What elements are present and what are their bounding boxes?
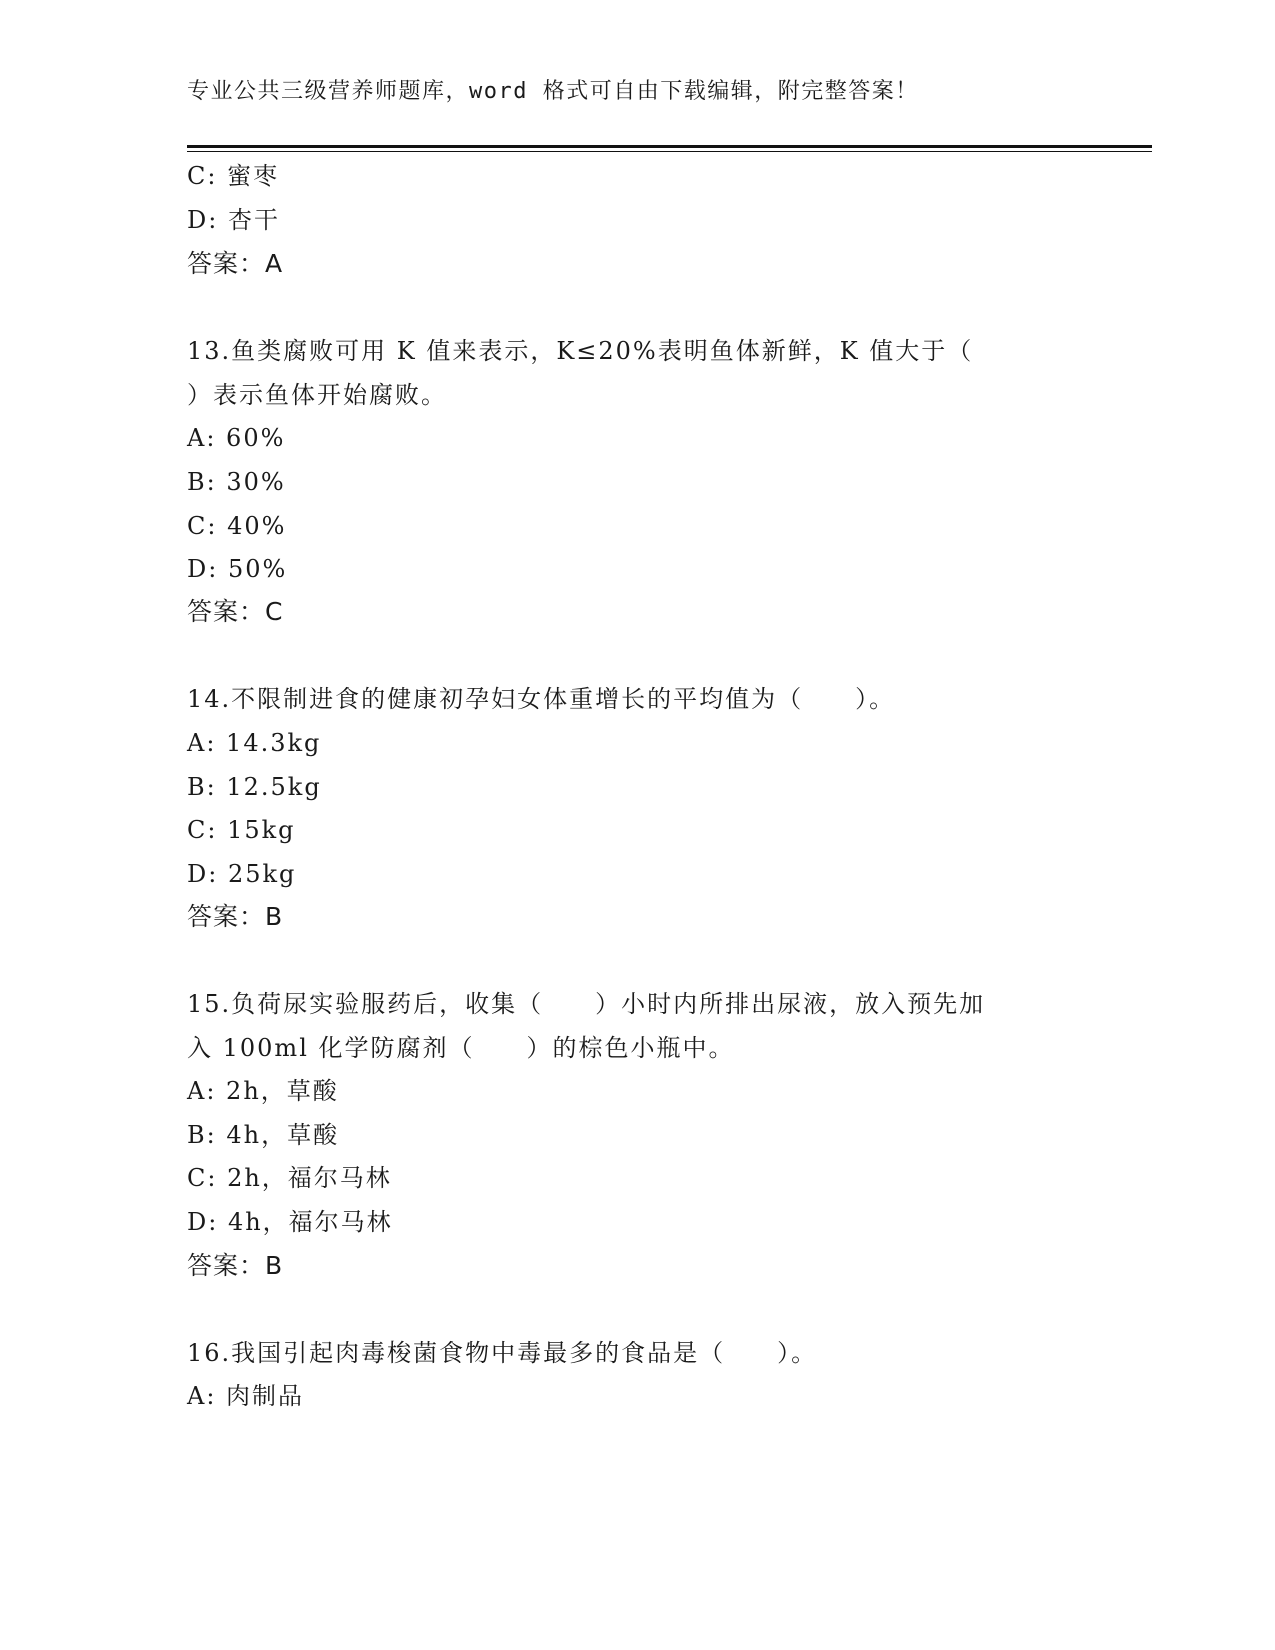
q14-option-b: B: 12.5kg [187,773,322,801]
q14-option-c: C: 15kg [187,816,296,844]
q13-option-a: A: 60% [187,424,286,452]
q14-stem-line1: 14.不限制进食的健康初孕妇女体重增长的平均值为（ ）。 [187,685,896,713]
q14-option-d: D: 25kg [187,860,297,888]
q13-stem-line1: 13.鱼类腐败可用 K 值来表示，K≤20%表明鱼体新鲜，K 值大于（ [187,337,974,365]
q13-option-c: C: 40% [187,512,287,540]
q16-stem-line1: 16.我国引起肉毒梭菌食物中毒最多的食品是（ ）。 [187,1339,818,1367]
q12-option-d: D: 杏干 [187,206,280,234]
q13-option-b: B: 30% [187,468,286,496]
q13-option-d: D: 50% [187,555,288,583]
q14-answer: 答案：B [187,902,284,931]
q15-option-d: D: 4h，福尔马林 [187,1208,393,1236]
q13-stem-line2: ）表示鱼体开始腐败。 [187,381,447,409]
header-rule-thick [187,145,1152,148]
q12-answer: 答案：A [187,249,284,278]
page-header: 专业公共三级营养师题库，word 格式可自由下载编辑，附完整答案！ [187,79,919,104]
q14-option-a: A: 14.3kg [187,729,322,757]
q15-option-b: B: 4h，草酸 [187,1121,340,1149]
q13-answer: 答案：C [187,597,284,626]
q15-stem-line2: 入 100ml 化学防腐剂（ ）的棕色小瓶中。 [187,1034,735,1062]
q15-option-a: A: 2h，草酸 [187,1077,339,1105]
q15-answer: 答案：B [187,1251,284,1280]
header-rule-thin [187,151,1152,152]
q16-option-a: A: 肉制品 [187,1382,305,1410]
q15-stem-line1: 15.负荷尿实验服药后，收集（ ）小时内所排出尿液，放入预先加 [187,990,986,1018]
q15-option-c: C: 2h，福尔马林 [187,1164,392,1192]
q12-option-c: C: 蜜枣 [187,162,280,190]
